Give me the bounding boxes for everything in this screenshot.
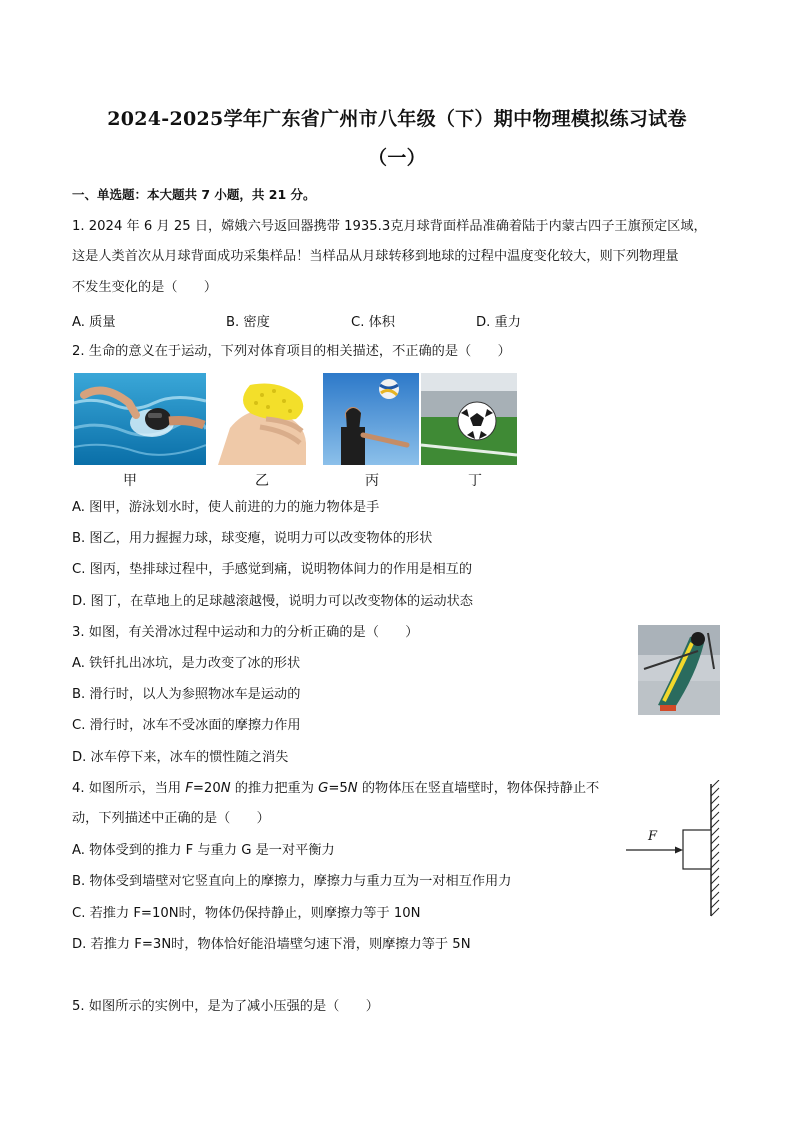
q4-option-c: C. 若推力 F=10N时，物体仍保持静止，则摩擦力等于 10N [72,906,421,921]
q2-option-d: D. 图丁，在草地上的足球越滚越慢，说明力可以改变物体的运动状态 [72,594,473,609]
q1-line-3: 不发生变化的是（ ） [72,280,218,295]
wall-hatching [711,780,719,916]
q4-force-value: =20 [192,781,221,796]
force-diagram [620,780,730,920]
q4-weight-value: =5 [328,781,348,796]
q4-force-symbol: F [185,781,193,796]
q2-option-a: A. 图甲，游泳划水时，使人前进的力的施力物体是手 [72,500,380,515]
q4-unit-newton-2: N [347,781,358,796]
ice-sled-photo [638,625,720,715]
q4-stem-line-1 [72,780,599,798]
q1-option-c: C. 体积 [351,315,395,330]
soccer-ball-photo [421,373,517,465]
caption-bing: 丙 [365,473,379,489]
q4-option-d: D. 若推力 F=3N时，物体恰好能沿墙壁匀速下滑，则摩擦力等于 5N [72,937,471,952]
block [683,830,711,869]
q3-option-a: A. 铁钎扎出冰坑，是力改变了冰的形状 [72,656,301,671]
swimmer-photo [74,373,206,465]
q4-weight-symbol: G [318,781,329,796]
grip-ball-photo [210,373,310,465]
q1-option-b: B. 密度 [226,315,270,330]
exam-title-subtitle: （一） [368,147,426,169]
q4-option-b: B. 物体受到墙壁对它竖直向上的摩擦力，摩擦力与重力互为一对相互作用力 [72,874,512,889]
q5-stem: 5. 如图所示的实例中，是为了减小压强的是（ ） [72,999,379,1014]
q4-stem-c: 的物体压在竖直墙壁时，物体保持静止不 [357,781,600,796]
caption-yi: 乙 [255,473,269,489]
q4-stem-b: 的推力把重为 [230,781,319,796]
q4-option-a: A. 物体受到的推力 F 与重力 G 是一对平衡力 [72,843,335,858]
q3-option-b: B. 滑行时，以人为参照物冰车是运动的 [72,687,301,702]
q4-stem-a: 4. 如图所示，当用 [72,781,186,796]
q3-option-d: D. 冰车停下来，冰车的惯性随之消失 [72,750,289,765]
volleyball-photo [323,373,419,465]
force-label: F [648,829,658,844]
q3-stem: 3. 如图，有关滑冰过程中运动和力的分析正确的是（ ） [72,625,419,640]
force-arrow-head [675,847,683,854]
q1-option-d: D. 重力 [476,315,521,330]
q1-option-a: A. 质量 [72,315,116,330]
exam-title: 2024-2025学年广东省广州市八年级（下）期中物理模拟练习试卷 [107,108,687,130]
q2-option-b: B. 图乙，用力握握力球，球变瘪，说明力可以改变物体的形状 [72,531,433,546]
q3-option-c: C. 滑行时，冰车不受冰面的摩擦力作用 [72,718,301,733]
caption-jia: 甲 [123,473,137,489]
q1-line-2: 这是人类首次从月球背面成功采集样品！当样品从月球转移到地球的过程中温度变化较大，则下列物理量 [72,249,679,264]
q2-stem: 2. 生命的意义在于运动，下列对体育项目的相关描述，不正确的是（ ） [72,344,511,359]
q4-stem-line-2: 动，下列描述中正确的是（ ） [72,811,270,826]
q4-unit-newton-1: N [220,781,231,796]
caption-ding: 丁 [468,473,482,489]
section-heading: 一、单选题：本大题共 7 小题，共 21 分。 [72,187,316,202]
q1-line-1: 1. 2024 年 6 月 25 日，嫦娥六号返回器携带 1935.3克月球背面样品准确着陆于内蒙古四子王旗预定区域， [72,219,707,234]
q2-option-c: C. 图丙，垫排球过程中，手感觉到痛，说明物体间力的作用是相互的 [72,562,473,577]
